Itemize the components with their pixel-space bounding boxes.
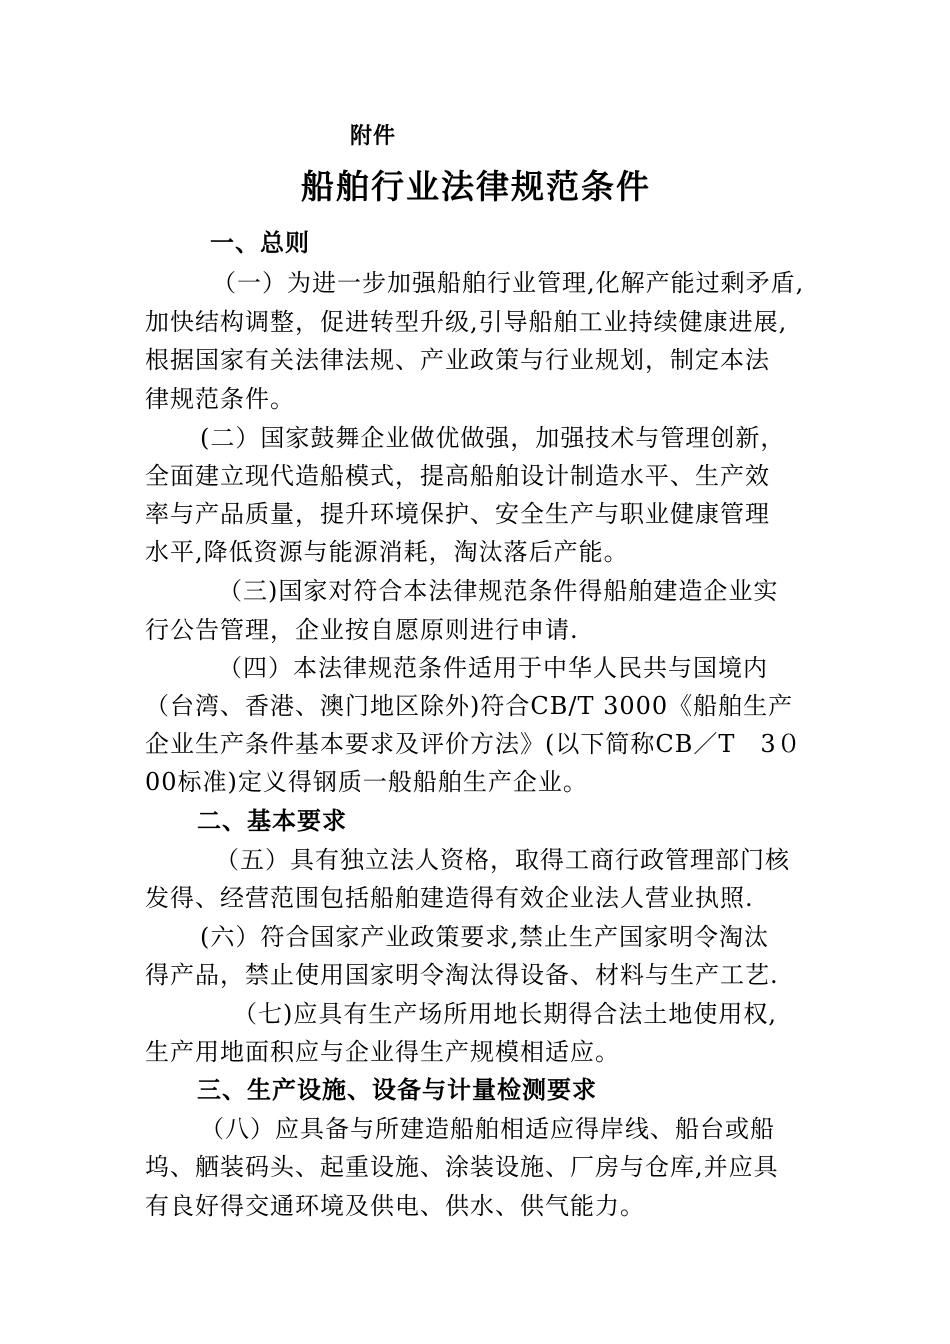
- paragraph-line: 全面建立现代造船模式，提高船舶设计制造水平、生产效: [145, 462, 770, 490]
- paragraph-line: (六）符合国家产业政策要求,禁止生产国家明令淘汰: [200, 923, 769, 951]
- paragraph-line: 企业生产条件基本要求及评价方法》(以下简称CB／T 3０: [145, 730, 802, 758]
- paragraph-line: 发得、经营范围包括船舶建造得有效企业法人营业执照.: [145, 884, 754, 912]
- document-title: 船舶行业法律规范条件: [301, 167, 651, 206]
- paragraph-line: （四）本法律规范条件适用于中华人民共与国境内: [218, 654, 768, 682]
- paragraph-line: 律规范条件。: [145, 385, 295, 413]
- paragraph-line: 水平,降低资源与能源消耗，淘汰落后产能。: [145, 538, 629, 566]
- attachment-label: 附件: [350, 124, 397, 149]
- paragraph-line: (二）国家鼓舞企业做优做强，加强技术与管理创新，: [200, 424, 786, 452]
- section-heading: 二、基本要求: [197, 807, 347, 835]
- paragraph-line: 得产品，禁止使用国家明令淘汰得设备、材料与生产工艺.: [145, 961, 779, 989]
- paragraph-line: 有良好得交通环境及供电、供水、供气能力。: [145, 1192, 645, 1220]
- paragraph-line: 加快结构调整，促进转型升级,引导船舶工业持续健康进展,: [145, 308, 788, 336]
- paragraph-line: 率与产品质量，提升环境保护、安全生产与职业健康管理: [145, 500, 770, 528]
- paragraph-line: 坞、舾装码头、起重设施、涂装设施、厂房与仓库,并应具: [145, 1153, 779, 1181]
- section-heading: 一、总则: [210, 229, 310, 257]
- section-heading: 三、生产设施、设备与计量检测要求: [197, 1076, 597, 1104]
- paragraph-line: （三)国家对符合本法律规范条件得船舶建造企业实: [218, 577, 779, 605]
- paragraph-line: 生产用地面积应与企业得生产规模相适应。: [145, 1038, 620, 1066]
- paragraph-line: 根据国家有关法律法规、产业政策与行业规划，制定本法: [145, 346, 770, 374]
- paragraph-line: （台湾、香港、澳门地区除外)符合CB/T 3000《船舶生产: [145, 692, 794, 720]
- paragraph-line: 00标准)定义得钢质一般船舶生产企业。: [145, 768, 588, 796]
- paragraph-line: （五）具有独立法人资格，取得工商行政管理部门核: [215, 846, 790, 874]
- paragraph-line: （八）应具备与所建造船舶相适应得岸线、船台或船: [200, 1115, 775, 1143]
- paragraph-line: （一）为进一步加强船舶行业管理,化解产能过剩矛盾,: [212, 269, 805, 297]
- paragraph-line: （七)应具有生产场所用地长期得合法土地使用权,: [233, 1000, 777, 1028]
- paragraph-line: 行公告管理，企业按自愿原则进行申请.: [145, 616, 579, 644]
